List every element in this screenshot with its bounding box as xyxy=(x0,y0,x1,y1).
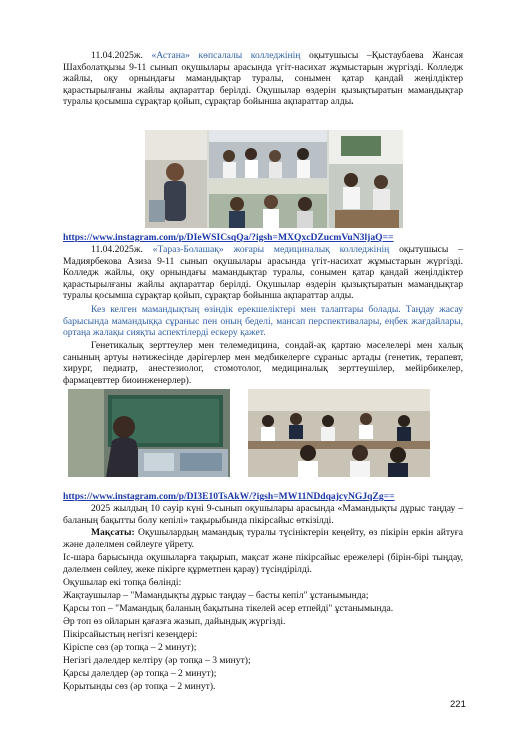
instagram-link-1[interactable] xyxy=(63,232,463,244)
paragraph-text: оқытушысы –Қыстаубаева Жансая Шахболатқызы 9-11 сынып оқушылары арасында үгіт-насихат жұмыстарын жүргізді. Колледж жайлы, оқу орнындағы мамандықтар туралы, сонымен қатар қандай жеңілдіктер қарастырылғаны жайлы ақпараттар берілді. Оқушылар өздерін қызықтыратын мамандықтар туралы қосымша сұрақтар қойып, сұрақтар бойынша ақпараттар алды xyxy=(63,50,463,108)
paragraph-text: оқытушысы – Мадиярбекова Азиза 9-11 сынып оқушылары арасында үгіт-насихат жұмыстарын жүргізді. Колледж жайлы, оқу орнындағы мамандықтар туралы, сонымен қатар қандай жеңілдіктер қарастырылғаны жайлы ақпараттар берілді. Оқушылар өздерін қызықтыратын мамандықтар туралы қосымша сұрақтар қойып, сұрақтар бойынша ақпараттар алды. xyxy=(63,244,463,302)
list-item: Оқушылар екі топқа бөлінді: xyxy=(63,577,182,588)
link-text[interactable]: https://www.instagram.com/p/DI3E10TsAkW/?igsh=MW11NDdqajcyNGJqZg== xyxy=(63,491,395,502)
list-item: Қарсы топ – "Мамандық баланың бақытына тікелей әсер етпейді" ұстанымында. xyxy=(63,603,394,614)
paragraph-taraz-college xyxy=(63,244,463,302)
link-text[interactable]: https://www.instagram.com/p/DIeWSICsqQa/?igsh=MXQxcDZucmVuN3ljaQ== xyxy=(63,232,394,243)
teacher-photo-image xyxy=(68,389,230,477)
list-item: Қорытынды сөз (әр топқа – 2 минут). xyxy=(63,681,216,692)
list-item: Кіріспе сөз (әр топқа – 2 минут); xyxy=(63,642,197,653)
date-text: 11.04.2025ж. xyxy=(91,244,143,255)
classroom-photo-image xyxy=(145,130,403,228)
goal-label: Мақсаты: xyxy=(91,527,135,538)
college-name: «Тараз-Болашақ» жоғары медициналық колледжінің xyxy=(152,244,390,255)
photo-collage-astana xyxy=(145,130,403,228)
paragraph-profession-choice: Кез келген мамандықтың өзіндік ерекшеліктері мен талаптары болады. Таңдау жасау барысында мамандыққа сұраныс пен оның беделі, мансап перспективалары, еңбек жағдайлары, ортаңа жалақы сияқты аспектілерді ескеру қажет. xyxy=(63,304,463,339)
paragraph-event: Іс-шара барысында оқушыларға тақырып, мақсат және пікірсайыс ережелері (бірін-бірі тыңдау, дәлелмен сөйлеу, жеке пікірге құрметпен қарау) түсіндірілді. xyxy=(63,552,463,575)
list-item: Әр топ өз ойларын қағазға жазып, дайындық жүргізді. xyxy=(63,616,286,627)
date-text: 11.04.2025ж. xyxy=(91,50,143,61)
paragraph-goal xyxy=(63,527,463,550)
list-item: Негізгі дәлелдер келтіру (әр топқа – 3 минут); xyxy=(63,655,251,666)
college-name: «Астана» көпсалалы колледжінің xyxy=(151,50,301,61)
list-item: Жақтаушылар – "Мамандықты дұрыс таңдау – басты кепіл" ұстанымында; xyxy=(63,590,369,601)
paragraph-debate: 2025 жылдың 10 сәуір күні 9-сынып оқушылары арасында «Мамандықты дұрыс таңдау – баланың бақытты болу кепілі» тақырыбында пікірсайыс өткізілді. xyxy=(63,503,463,526)
page-number: 221 xyxy=(450,699,466,710)
list-item: Пікірсайыстың негізгі кезеңдері: xyxy=(63,629,198,640)
instagram-link-2[interactable] xyxy=(63,491,463,503)
students-photo-image xyxy=(248,389,430,477)
list-item: Қарсы дәлелдер (әр топқа – 2 минут); xyxy=(63,668,217,679)
goal-text: Оқушылардың мамандық туралы түсініктерін кеңейту, өз пікірін еркін айтуға және дәлелмен сөйлеуге үйрету. xyxy=(63,527,463,550)
photo-students-classroom xyxy=(248,389,430,477)
photo-teacher-board xyxy=(68,389,230,477)
paragraph-end: . xyxy=(351,96,354,108)
paragraph-genetics: Генетикалық зерттеулер мен телемедицина, сондай-ақ қартаю мәселелері мен халық санының артуы нәтижесінде дәрігерлер мен медбикелерге сұраныс артады (генетик, терапевт, хирург, педиатр, анестезиолог, стомотолог, медициналық зерттеушілер, мейірбикелер, фармацевттер биоинженерлер). xyxy=(63,340,463,386)
paragraph-astana-college xyxy=(63,50,463,108)
